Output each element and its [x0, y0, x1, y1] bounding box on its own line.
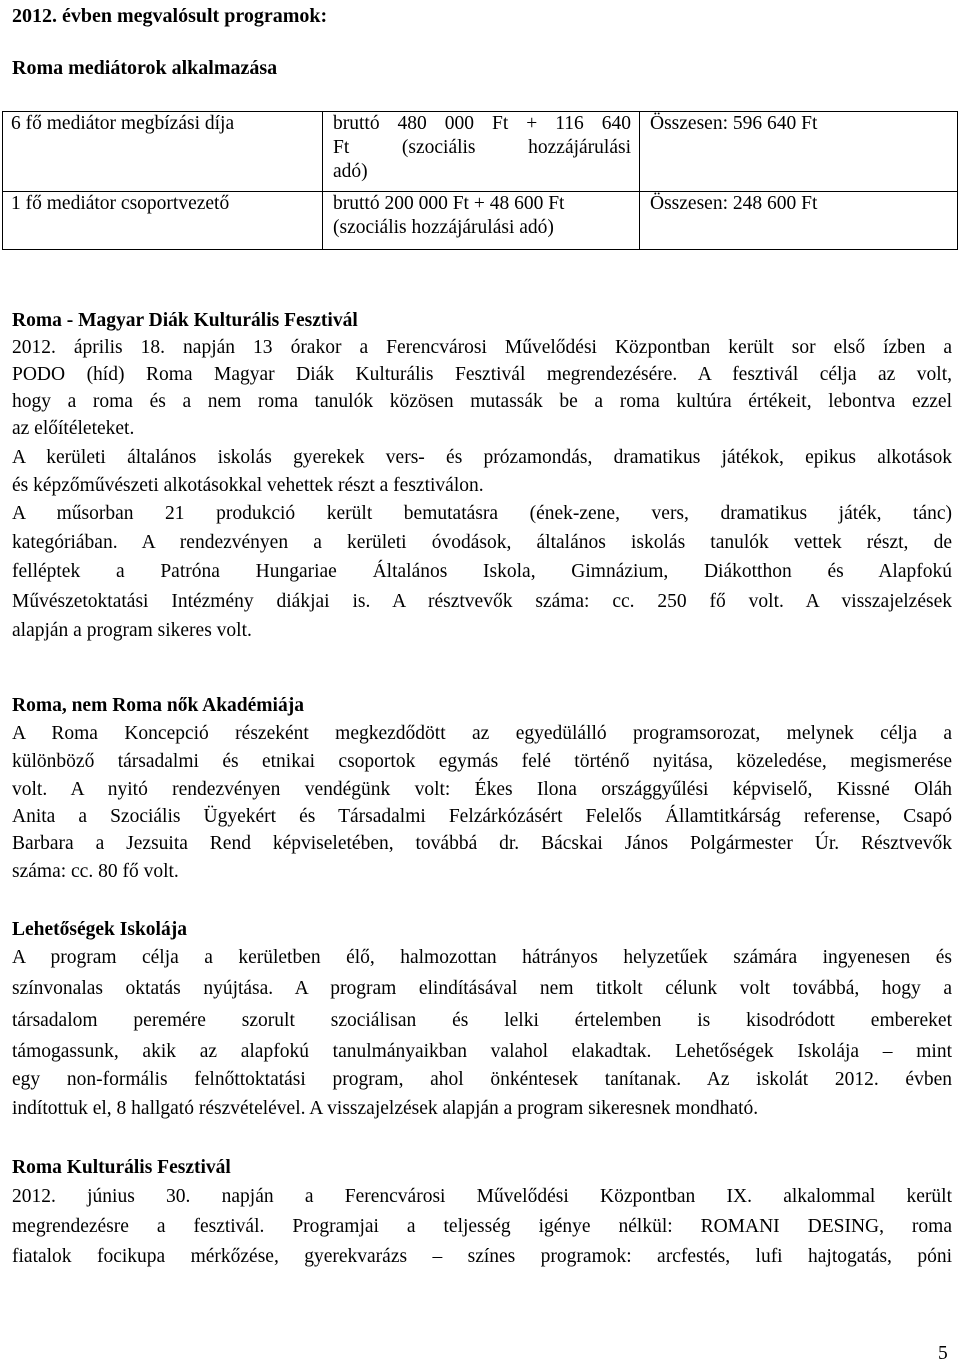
amount-line: bruttó 480 000 Ft + 116 640 [333, 113, 631, 134]
paragraph-line: száma: cc. 80 fő volt. [12, 861, 179, 882]
table-cell-total: Összesen: 248 600 Ft [640, 192, 958, 250]
section-title-roma-festival: Roma Kulturális Fesztivál [12, 1157, 231, 1178]
paragraph-line: volt. A nyitó rendezvényen vendégünk volt: Ékes Ilona országgyűlési képviselő, Kissné Oláh [12, 779, 952, 800]
section-title-school: Lehetőségek Iskolája [12, 919, 187, 940]
amount-line: (szociális hozzájárulási adó) [333, 217, 554, 238]
paragraph-line: A Roma Koncepció részeként megkezdődött az egyedülálló programsorozat, melynek célja a [12, 723, 952, 744]
section-heading-year: 2012. évben megvalósult programok: [12, 5, 328, 27]
paragraph-line: Művészetoktatási Intézmény diákjai is. A résztvevők száma: cc. 250 fő volt. A visszajelzések [12, 591, 952, 612]
paragraph-line: A műsorban 21 produkció került bemutatásra (ének-zene, vers, dramatikus játék, tánc) [12, 503, 952, 524]
table-row [3, 192, 958, 250]
paragraph-line: Barbara a Jezsuita Rend képviseletében, továbbá dr. Bácskai János Polgármester Úr. Résztvevők [12, 833, 952, 854]
amount-line: adó) [333, 161, 368, 182]
paragraph-line: alapján a program sikeres volt. [12, 620, 252, 641]
paragraph-line: társadalom peremére szorult szociálisan és lelki értelemben is kisodródott embereket [12, 1010, 952, 1031]
table-cell-total: Összesen: 596 640 Ft [640, 112, 958, 192]
paragraph-line: színvonalas oktatás nyújtása. A program elindításával nem titkolt célunk volt továbbá, hogy a [12, 978, 952, 999]
paragraph-line: kategóriában. A rendezvényen a kerületi óvodások, általános iskolás tanulók vettek részt, de [12, 532, 952, 553]
page-number: 5 [938, 1343, 948, 1364]
paragraph-line: A kerületi általános iskolás gyerekek vers- és prózamondás, dramatikus játékok, epikus alkotások [12, 447, 952, 468]
paragraph-line: az előítéleteket. [12, 418, 135, 439]
paragraph-line: egy non-formális felnőttoktatási program, ahol önkéntesek tanítanak. Az iskolát 2012. évben [12, 1069, 952, 1090]
table-cell-amount [323, 192, 640, 250]
table-cell-label: 6 fő mediátor megbízási díja [3, 112, 323, 192]
table-cell-amount [323, 112, 640, 192]
section-title-festival: Roma - Magyar Diák Kulturális Fesztivál [12, 310, 358, 331]
paragraph-line: támogassunk, akik az alapfokú tanulmányaikban valahol elakadtak. Lehetőségek Iskolája – mint [12, 1041, 952, 1062]
table-cell-label: 1 fő mediátor csoportvezető [3, 192, 323, 250]
section-heading-mediators: Roma mediátorok alkalmazása [12, 57, 278, 79]
paragraph-line: Anita a Szociális Ügyekért és Társadalmi Felzárkózásért Felelős Államtitkárság referense, Csapó [12, 806, 952, 827]
paragraph-line: megrendezésre a fesztivál. Programjai a teljesség igénye nélkül: ROMANI DESING, roma [12, 1216, 952, 1237]
paragraph-line: 2012. április 18. napján 13 órakor a Ferencvárosi Művelődési Központban került sor első ízben a [12, 337, 952, 358]
amount-line: bruttó 200 000 Ft + 48 600 Ft [333, 193, 565, 214]
table-row [3, 112, 958, 192]
paragraph-line: felléptek a Patróna Hungariae Általános Iskola, Gimnázium, Diákotthon és Alapfokú [12, 561, 952, 582]
paragraph-line: A program célja a kerületben élő, halmozottan hátrányos helyzetűek számára ingyenesen és [12, 947, 952, 968]
paragraph-line: indítottuk el, 8 hallgató részvételével. A visszajelzések alapján a program sikeresnek mondható. [12, 1098, 759, 1119]
paragraph-line: fiatalok focikupa mérkőzése, gyerekvarázs – színes programok: arcfestés, lufi hajtogatás, póni [12, 1246, 952, 1267]
paragraph-line: és képzőművészeti alkotásokkal vehettek részt a fesztiválon. [12, 475, 484, 496]
paragraph-line: PODO (híd) Roma Magyar Diák Kulturális Fesztivál megrendezésére. A fesztivál célja az volt, [12, 364, 952, 385]
paragraph-line: 2012. június 30. napján a Ferencvárosi Művelődési Központban IX. alkalommal került [12, 1186, 952, 1207]
mediator-fee-table [2, 111, 958, 250]
paragraph-line: különböző társadalmi és etnikai csoportok egymás felé történő nyitása, közeledése, megismerése [12, 751, 952, 772]
amount-line: Ft (szociális hozzájárulási [333, 137, 631, 158]
section-title-academy: Roma, nem Roma nők Akadémiája [12, 695, 304, 716]
paragraph-line: hogy a roma és a nem roma tanulók közösen mutassák be a roma kultúra értékeit, lebontva ezzel [12, 391, 952, 412]
